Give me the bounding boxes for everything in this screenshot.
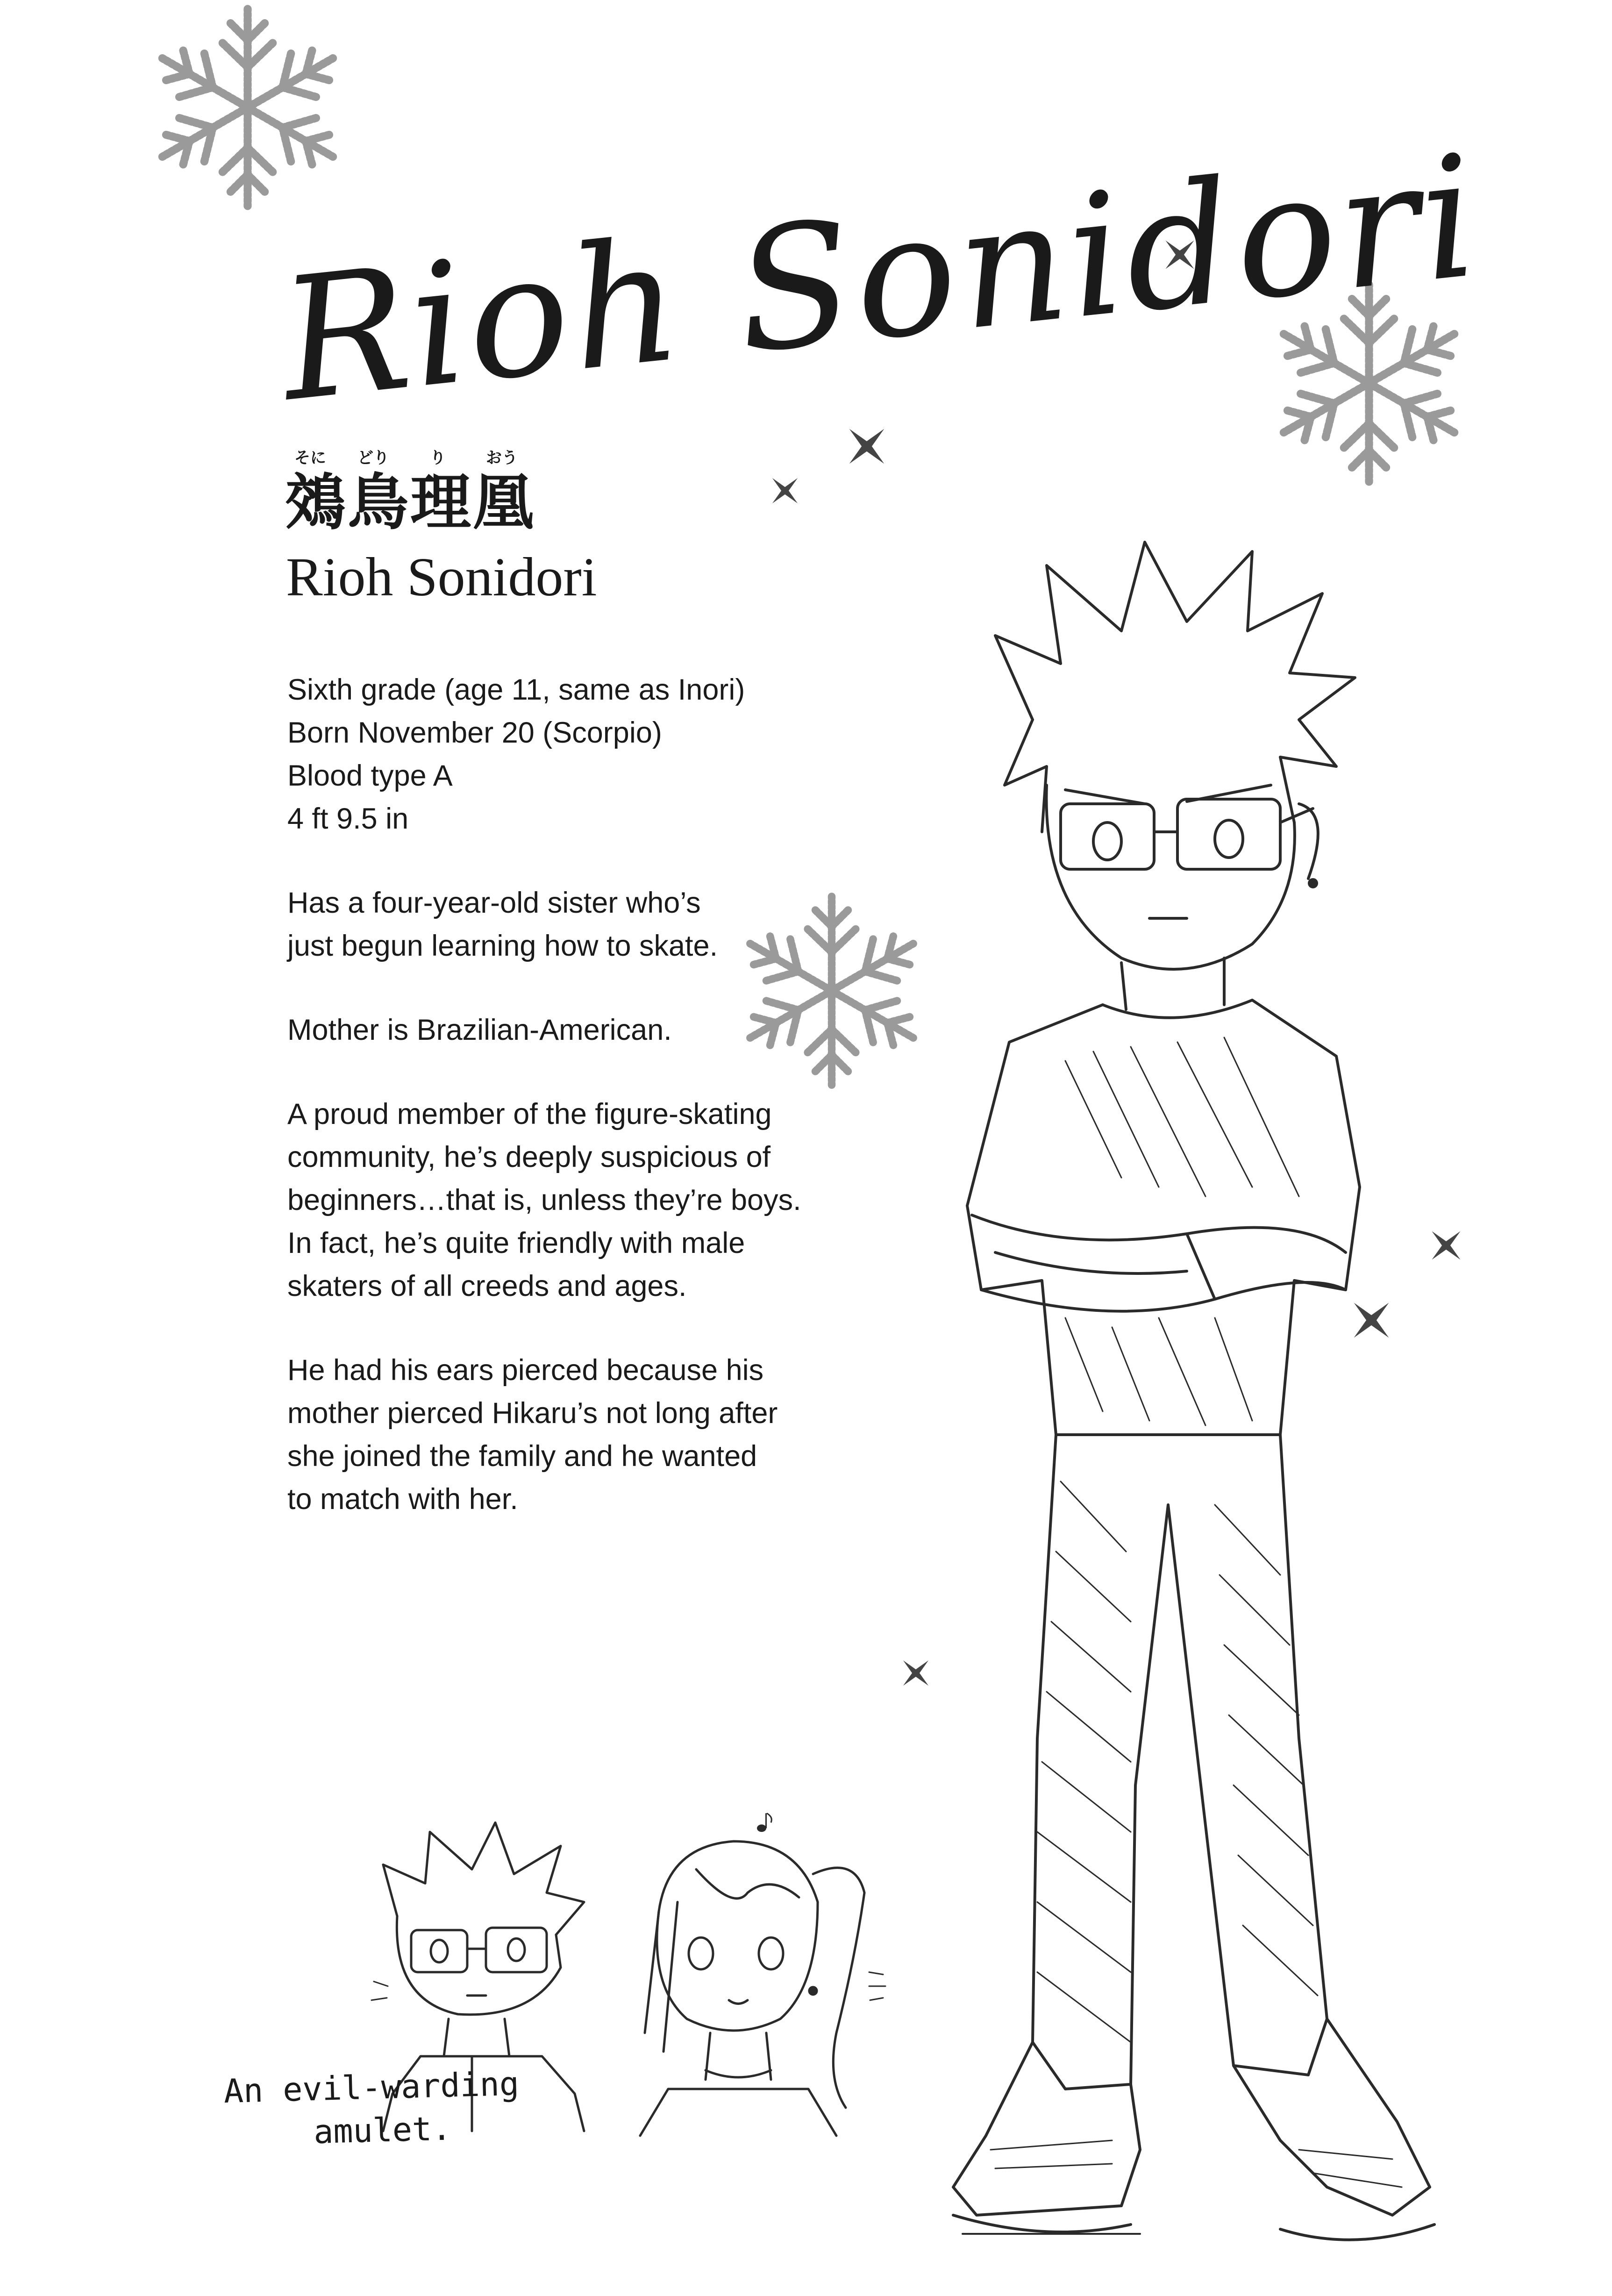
stat-blood-type: Blood type A (287, 759, 453, 792)
ears-line: to match with her. (287, 1483, 518, 1516)
community-line: skaters of all creeds and ages. (287, 1270, 687, 1302)
stat-grade: Sixth grade (age 11, same as Inori) (287, 673, 745, 706)
signature-title (262, 118, 1488, 444)
community-line: beginners…that is, unless they’re boys. (287, 1184, 801, 1216)
chibi-girl-sketch (593, 1818, 892, 2154)
furigana-2: どり (357, 449, 389, 467)
furigana-1: そに (294, 449, 326, 467)
sister-line: just begun learning how to skate. (287, 930, 718, 962)
caption-line-1: An evil-warding (223, 2064, 520, 2111)
furigana-4: おう (486, 449, 518, 467)
ears-line: He had his ears pierced because his (287, 1354, 764, 1387)
ears-line: she joined the family and he wanted (287, 1440, 757, 1473)
sparkle-icon (766, 472, 804, 509)
amulet-caption (223, 2061, 553, 2156)
music-note-icon (757, 1813, 771, 1832)
caption-line-2: amulet. (313, 2109, 452, 2152)
kanji-name: 鵁鳥理凰 (285, 466, 536, 538)
stat-birthday: Born November 20 (Scorpio) (287, 716, 662, 749)
signature-text: Rioh Sonidori (272, 118, 1488, 439)
character-sketch (925, 523, 1523, 2262)
community-line: A proud member of the figure-skating (287, 1098, 772, 1130)
ears-line: mother pierced Hikaru’s not long after (287, 1397, 778, 1430)
community-line: In fact, he’s quite friendly with male (287, 1227, 745, 1259)
community-line: community, he’s deeply suspicious of (287, 1141, 771, 1173)
mother-line: Mother is Brazilian-American. (287, 1014, 672, 1046)
roman-name: Rioh Sonidori (286, 546, 597, 608)
sister-line: Has a four-year-old sister who’s (287, 887, 701, 919)
furigana-3: り (430, 449, 446, 467)
stat-height: 4 ft 9.5 in (287, 802, 409, 835)
profile-text (287, 668, 1012, 1521)
